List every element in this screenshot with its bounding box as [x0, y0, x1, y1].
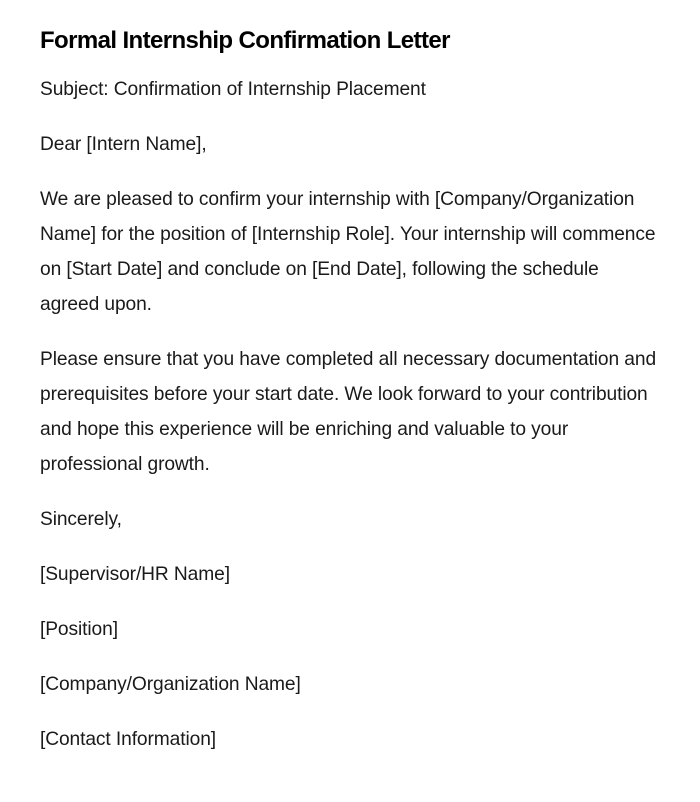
signature-position: [Position] [40, 619, 118, 640]
letter-paragraph-confirmation: We are pleased to confirm your internship with [Company/Organization Name] for the position of [Internship Role]. Your internship will commence on [Start Date] and conclude on [End Date], following the schedule agreed upon. [40, 189, 656, 315]
signature-contact: [Contact Information] [40, 729, 217, 750]
letter-title: Formal Internship Confirmation Letter [40, 27, 450, 54]
signature-name: [Supervisor/HR Name] [40, 564, 230, 585]
letter-salutation: Dear [Intern Name], [40, 134, 207, 155]
letter-subject: Subject: Confirmation of Internship Placement [40, 79, 426, 100]
letter-paragraph-instructions: Please ensure that you have completed all necessary documentation and prerequisites before your start date. We look forward to your contribution and hope this experience will be enriching and valuable to your professional growth. [40, 349, 657, 475]
signature-company: [Company/Organization Name] [40, 674, 301, 695]
letter-closing: Sincerely, [40, 509, 122, 530]
